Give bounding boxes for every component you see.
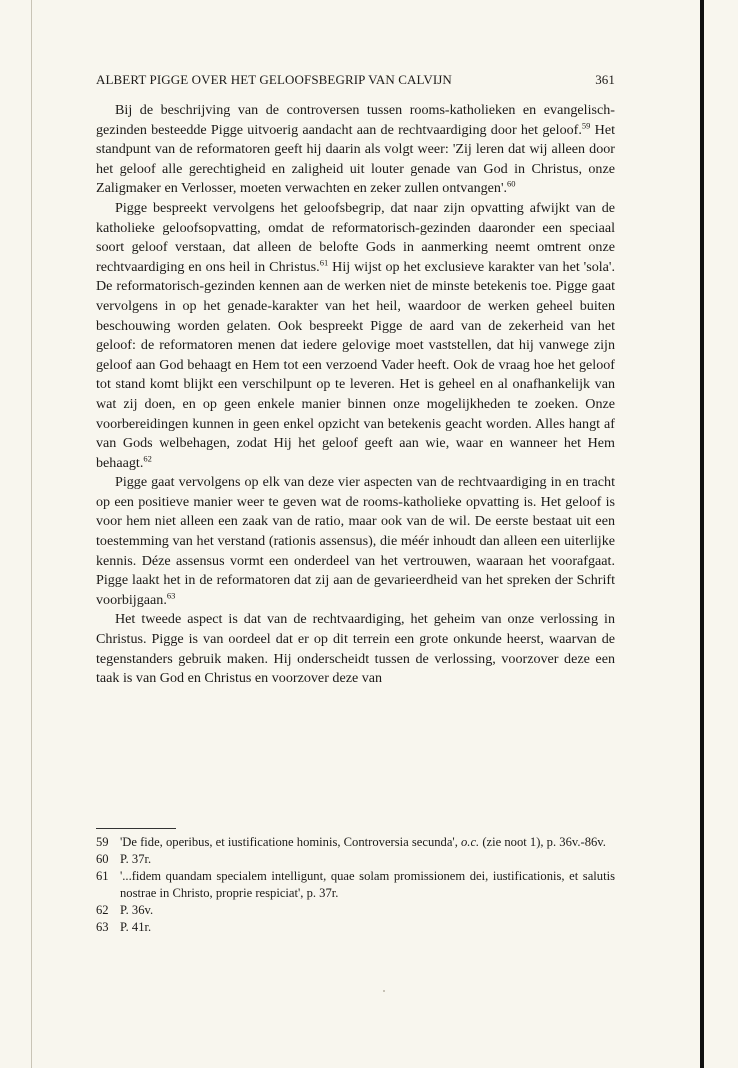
footnote-number: 61 xyxy=(96,869,109,884)
page-edge-left xyxy=(31,0,32,1068)
running-head xyxy=(96,72,615,94)
footnote xyxy=(96,919,615,935)
footnote-segment: P. 41r. xyxy=(120,920,152,935)
footnote-italic: o.c. xyxy=(461,835,480,849)
footnote-number: 59 xyxy=(96,835,109,849)
footnote-segment: 'De fide, operibus, et iustificatione hominis, Controversia secunda', xyxy=(120,835,461,849)
footnote-text xyxy=(120,834,615,850)
page-content xyxy=(96,72,615,689)
body-paragraph xyxy=(96,473,615,610)
footnote-text xyxy=(120,902,615,918)
paper-speck xyxy=(383,990,385,992)
footnote-ref: 62 xyxy=(143,453,152,463)
footnote-ref: 59 xyxy=(581,119,591,130)
body-paragraph xyxy=(96,101,615,199)
body-text xyxy=(96,101,615,689)
footnote-number: 62 xyxy=(96,902,109,917)
paragraph-text: Pigge gaat vervolgens op elk van deze vier aspecten van de rechtvaardiging in en tracht op een positieve manier weer te geven wat de rooms-katholieke opvatting is. Het geloof is voor hem niet alleen een zaak van de ratio, maar ook van de wil. De eerste bestaat uit een toestemming van het verstand (rationis assensus), die méér inhoudt dan alleen een uiterlijke kennis. Déze assensus vormt een onderdeel van het vertrouwen, waaraan het voorafgaat. Pigge laakt het in de reformatoren dat zij aan de gevarieerdheid van het spreken der Schrift voorbijgaan. xyxy=(96,474,615,608)
footnote-ref: 63 xyxy=(166,590,176,601)
footnote-ref: 61 xyxy=(319,257,329,268)
footnote xyxy=(96,902,615,918)
page-edge-right xyxy=(700,0,704,1068)
footnote-number: 60 xyxy=(96,852,109,867)
paragraph-text: Pigge bespreekt vervolgens het geloofsbegrip, dat naar zijn opvatting afwijkt van de katholieke geloofsopvatting, omdat de reformatorisch-gezinden daaronder een speciaal soort geloof verstaan, dat alleen de belofte Gods in aanmerking neemt omtrent onze rechtvaardiging en ons heil in Christus. xyxy=(96,199,615,275)
footnote-text xyxy=(120,851,615,867)
footnote-segment: P. 36v. xyxy=(120,902,154,917)
footnotes xyxy=(96,834,615,935)
footnote-segment: (zie noot 1), p. 36v.-86v. xyxy=(479,835,606,849)
footnote-segment: P. 37r. xyxy=(120,852,152,867)
footnote-ref: 60 xyxy=(507,178,516,189)
body-paragraph xyxy=(96,610,615,688)
paragraph-text: Het standpunt van de reformatoren geeft hij daarin als volgt weer: 'Zij leren dat wij alleen door het geloof alle gerechtigheid en zaligheid uit louter genade van God in Christus, onze Zaligmaker en Verlosser, moeten verwachten en zeker zullen ontvangen'. xyxy=(96,121,615,197)
footnote xyxy=(96,868,615,900)
paragraph-text: Hij wijst op het exclusieve karakter van het 'sola'. De reformatorisch-gezinden kennen aan de werken niet de minste betekenis toe. Pigge gaat vervolgens in op het genade-karakter van het heil, waardoor de werken geheel buiten beschouwing worden gelaten. Ook bespreekt Pigge de aard van de zekerheid van het geloof: de reformatoren menen dat iedere gelovige moet vaststellen, dat hij vanwege zijn geloof aan God behaagt en Hem tot een verzoend Vader heeft. Ook de vraag hoe het geloof tot stand komt blijkt een verschilpunt op te leveren. Het is geheel en al onafhankelijk van wat zij doen, en op geen enkele manier binnen onze mogelijkheden te zoeken. Onze voorbereidingen kunnen in geen enkel opzicht van betekenis geacht worden. Alles hangt af van Gods welbehagen, zodat Hij het geloof geeft aan wie, waar en wanneer het Hem behaagt. xyxy=(96,258,615,471)
page-number: 361 xyxy=(595,72,615,87)
running-head-title: ALBERT PIGGE OVER HET GELOOFSBEGRIP VAN CALVIJN xyxy=(96,72,452,87)
body-paragraph xyxy=(96,199,615,473)
footnote-text xyxy=(120,919,615,935)
paragraph-text: Het tweede aspect is dat van de rechtvaardiging, het geheim van onze verlossing in Christus. Pigge is van oordeel dat er op dit terrein een grote onkunde heerst, waarvan de tegenstanders gebruik maken. Hij onderscheidt tussen de verlossing, voorzover deze een taak is van God en Christus en voorzover deze van xyxy=(96,611,615,687)
footnote-number: 63 xyxy=(96,920,109,935)
footnote-separator xyxy=(96,828,176,829)
footnote xyxy=(96,851,615,867)
footnote xyxy=(96,834,615,850)
footnote-text xyxy=(120,868,615,900)
footnote-segment: '...fidem quandam specialem intelligunt, quae solam promissionem dei, iustificationis, et salutis nostrae in Christo, proprie respiciat', p. 37r. xyxy=(120,869,615,900)
paragraph-text: Bij de beschrijving van de controversen tussen rooms-katholieken en evangelisch-gezinden besteedde Pigge uitvoerig aandacht aan de rechtvaardiging door het geloof. xyxy=(96,102,615,138)
